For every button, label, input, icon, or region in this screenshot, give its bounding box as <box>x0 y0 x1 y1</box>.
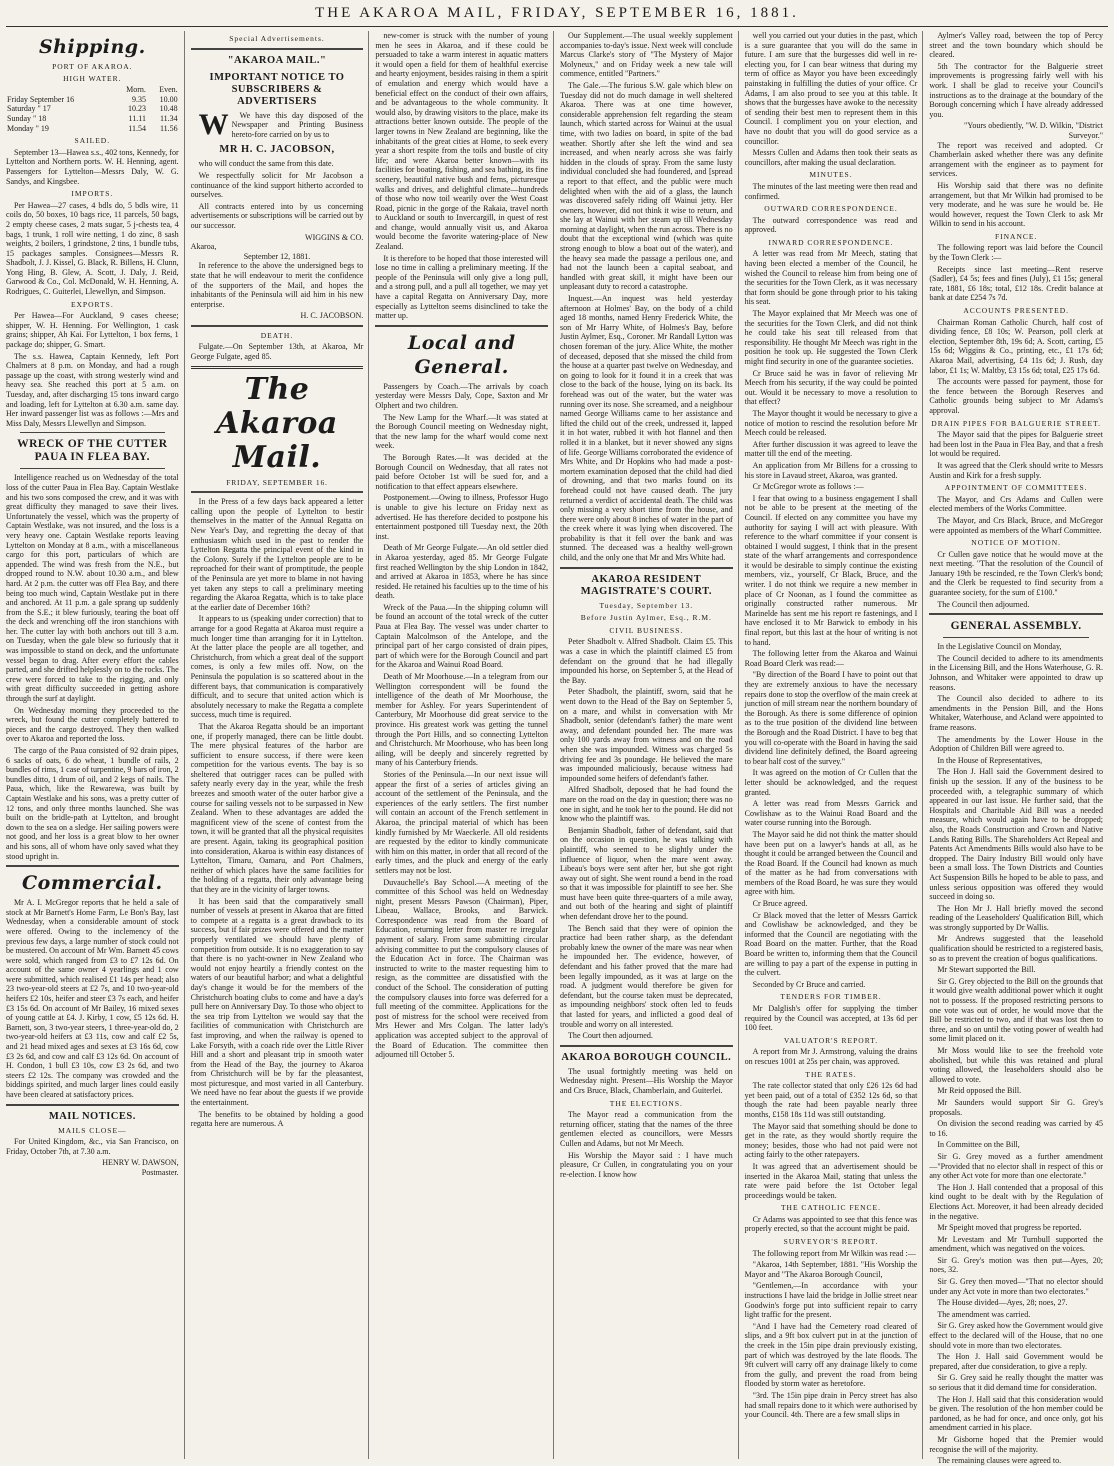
imports-text: Per Hawea—27 cases, 4 bdls do, 5 bdls wire, 11 coils do, 50 boxes, 10 bags rice, 11 parcels, 50 bags, 2 empty cheese cases, 2 mats sugar, 5 j-chests tea, 4 bags, 1 trunk, 1 roll wire netting, 1 do zinc, 8 sash weights, 2 boilers, 1 grindstone, 2 tins, 1 bundle tubs, 15 packages samples. Consignees—Messrs R. Shadbolt, J. J. Kissel, G. Black, R. Billens, H. Clunn, Yong Hing, B. Glew, A. Scott, J. Daly, J. Reid, Garwood & Co., Col. McDonald, W. H. Henning, A. Rodrigues, C. Guiterlei, Llewellyn, and Simpson. <box>6 200 179 297</box>
notice-motion-heading: NOTICE OF MOTION. <box>971 538 1062 548</box>
court-paragraph: The Bench said that they were of opinion the practice had been rather sharp, as the defendant probably knew the owner of the mare was near when he impounded her. The evidence, however, of defendant and his father proved that the mare had been legally impounded, as it was at large on the road. A judgment would therefore be given for defendant, but the course taken must be deprecated, as impounding neighbors' stock often led to feuds that lasted for years, and inflicted a good deal of trouble and worry on all interested. <box>560 923 733 1029</box>
divider <box>929 613 1103 615</box>
council-paragraph: "Gentlemen,—In accordance with your instructions I have laid the bridge in Jollie street near Goodwin's forge put into sufficient repair to carry light traffic for the present. <box>744 1281 918 1320</box>
council-paragraph: Aylmer's Valley road, between the top of Percy street and the town boundary which should be cleared. <box>929 31 1103 60</box>
ad-title: "AKAROA MAIL." <box>227 54 327 66</box>
column-3 <box>375 31 554 1459</box>
mail-notices-heading: MAIL NOTICES. <box>48 1110 136 1122</box>
wreck-paragraph: Intelligence reached us on Wednesday of the total loss of the cutter Paua in Flea Bay. Captain Westlake and his two sons composed the crew, and it was with great difficulty they managed to save their lives. Unfortunately the vessel, which was the property of Captain Westlake, was not insured, and the loss is a very heavy one. Captain Westlake reports leaving Lyttelton on Monday at 8 a.m., with a miscellaneous cargo for this port, particulars of which are appended. The wind was fresh from the N.E., but dropped round to N.W. about 10.30 a.m., and blew hard. At 2 p.m. the cutter was off Flea Bay, and there being too much wind, Captain Westlake put in there and anchored. At 11 p.m. a gale sprang up suddenly from the S.E.; it blew furiously, tearing the boat off the deck and wrenching off the iron stanchions with her. The cutter lay with both anchors out till 3 a.m. on Tuesday, when the gale blew so furiously that it was impossible to stand on deck, and the unfortunate vessel began to drag. After every effort the cables parted, and she drifted helplessly on to the rocks. The crew were forced to take to the rigging, and only with great difficulty succeeded in getting ashore through the surf at daylight. <box>6 473 179 704</box>
tide-header: Morn. Even. <box>126 85 178 95</box>
council-paragraph: It was agreed on the motion of Cr Cullen that the letter should be acknowledged, and the request granted. <box>744 768 918 797</box>
editorial-paragraph: It is therefore to be hoped that those interested will lose no time in calling a preliminary meeting. If the people of the Peninsula will only give a long pull, and a strong pull, and a pull all together, we may yet have a capital Regatta on Anniversary Day, more especially as Lyttelton seems disinclined to take the matter up. <box>375 253 548 321</box>
assembly-paragraph: Sir G. Grey then moved—"That no elector should under any Act vote in more than two electorates." <box>929 1277 1103 1296</box>
council-paragraph: The Mayor said that something should be done to get in the rate, as they would shortly require the money; besides, those who had not paid were not acting fairly to the other ratepayers. <box>744 1121 918 1160</box>
column-6 <box>929 31 1108 1466</box>
council-paragraph: A letter was read from Messrs Garrick and Cowlishaw as to the Wainui Road Board and the water course running into the Borough. <box>744 799 918 828</box>
council-paragraph: "Akaroa, 14th September, 1881. "His Worship the Mayor and "The Akaroa Borough Council, <box>744 1260 918 1279</box>
signature: H. C. JACOBSON. <box>300 311 364 321</box>
drain-pipes-heading: DRAIN PIPES FOR BALGUERIE STREET. <box>931 418 1102 428</box>
assembly-paragraph: The Council also decided to adhere to its amendments in the Pension Bill, and the Hons Whitaker, Waterhouse, and Acland were appointed to frame reasons. <box>929 694 1103 732</box>
council-paragraph: The Mayor, and Crs Adams and Cullen were elected members of the Works Committee. <box>929 494 1103 514</box>
divider <box>560 1045 733 1047</box>
divider <box>6 1104 179 1106</box>
exports-text: Per Hawea—For Auckland, 9 cases cheese; shipper, W. H. Henning. For Wellington, 1 cask grains; shipper, Ah Kai. For Lyttelton, 1 box ferns, 1 package do; shipper, G. Smart. <box>6 311 179 350</box>
editorial-paragraph: new-comer is struck with the number of young men he sees in Akaroa, and if these could be persuaded to take a warm interest in aquatic matters it would open a field for them of healthful exercise and hearty enjoyment, besides raising in them a spirit of emulation and energy which would have a beneficial effect on the conduct of their own affairs, and be advantageous to the whole community. It would also, by drawing visitors to the place, make its attractions better known outside. The people of the larger towns in New Zealand are beginning, like the inhabitants of the great cities at Home, to seek every year a short respite from the toils and bustle of city life; and were Akaroa better known—with its facilities for boating, fishing, and sea bathing, its fine scenery, beautiful native bush and ferns, picturesque walks and drives, and delightful climate—hundreds of those who now toil wearily over the West Coast Road, picnic in the gorge of the Rakaia, travel north to Auckland or south to Invercargill, in quest of rest and change, would annually visit us, and Akaroa would become the favorite watering-place of New Zealand. <box>375 31 548 252</box>
exports-heading: EXPORTS. <box>70 299 114 309</box>
council-paragraph: The Mayor thought it would be necessary to give a notice of motion to rescind the resolution before Mr Meech could be released. <box>744 408 918 438</box>
council-paragraph: It was agreed that the Clerk should write to Messrs Austin and Kirk for a fresh supply. <box>929 460 1103 480</box>
news-item: Postponement.—Owing to illness, Professor Hugo is unable to give his lecture on Friday next as advertised. He has therefore decided to postpone his entertainment postponed till Tuesday next, the 20th inst. <box>375 493 548 541</box>
council-paragraph: Cr McGregor wrote as follows :— <box>752 482 864 492</box>
paper-title: The Akaroa Mail. <box>216 371 338 475</box>
court-paragraph: The Court then adjourned. <box>568 1031 653 1041</box>
assembly-paragraph: Mr Moss would like to see the freehold vote abolished, but while this was retained and plural voting allowed, the leaseholders should also be allowed to vote. <box>929 1046 1103 1084</box>
council-paragraph: Messrs Cullen and Adams then took their seats as councillors, after making the usual declaration. <box>744 148 918 167</box>
court-paragraph: Alfred Shadbolt, deposed that he had found the mare on the road on the day in question; there was no one in sight, and he took her to the pound. He did not know who the plaintiff was. <box>560 785 733 824</box>
council-paragraph: Receipts since last meeting—Rent reserve (Sadler), £4 5s; fees and fines (July), £1 15s; general rate, 1881, £6 18s; total, £12 18s. Credit balance at bank at date £254 7s 7d. <box>929 264 1103 303</box>
commercial-heading: Commercial. <box>22 872 163 895</box>
tide-row: Saturday " 17 10.23 10.48 <box>7 104 178 114</box>
place: Akaroa, <box>190 242 217 252</box>
council-paragraph: The Mayor read a communication from the returning officer, stating that the names of the three gentlemen elected as councillors, were Messrs Cullen and Adams, but not Mr Meech. <box>560 1110 733 1148</box>
council-paragraph: His Worship the Mayor said : I have much pleasure, Cr Cullen, in congratulating you on your re-election. I know how <box>560 1150 733 1179</box>
news-item: Death of Mr Moorhouse.—In a telegram from our Wellington correspondent will be found the intelligence of the death of Mr Moorhouse, the member for Ashley. For years Superintendent of Canterbury, Mr Moorhouse did great service to the province. His greatest work was getting the tunnel through the Port Hills, and so connecting Lyttelton and Christchurch. Mr Moorhouse, who has been long ailing, will be deeply and sincerely regretted by many of his Canterbury friends. <box>375 672 548 768</box>
council-paragraph: "And I have had the Cemetery road cleared of slips, and a 9ft box culvert put in at the junction of the creek in the 15in pipe drain previously existing, part of which was destroyed by the late floods. The 9ft culvert will carry off any drainage likely to come from the gully, and prevent the road from being flooded by storm water as heretofore. <box>744 1321 918 1389</box>
postmaster-title: Postmaster. <box>141 1167 179 1177</box>
news-item: The Borough Rates.—It was decided at the Borough Council on Wednesday, that all rates not paid before October 1st will be sued for, and a notification to that effect appears elsewhere. <box>375 452 548 491</box>
tide-row: Sunday " 18 11.11 11.34 <box>7 113 178 123</box>
council-paragraph: The usual fortnightly meeting was held on Wednesday night. Present—His Worship the Mayor and Crs Bruce, Black, Chamberlain, and Guiterlei. <box>560 1066 733 1095</box>
shipping-heading: Shipping. <box>38 36 146 58</box>
news-item: The New Lamp for the Wharf.—It was stated at the Borough Council meeting on Wednesday night, that the new lamp for the wharf would come next week. <box>375 412 548 451</box>
news-item: Our Supplement.—The usual weekly supplement accompanies to-day's issue. Next week will conclude Marcus Clarke's story of "The Mystery of Major Molyneux," and on Friday week a new tale will commence, entitled "Partners." <box>560 31 733 79</box>
assembly-paragraph: In the House of Representatives, <box>937 755 1043 765</box>
wreck-heading: WRECK OF THE CUTTER PAUA IN FLEA BAY. <box>17 438 168 464</box>
assembly-paragraph: The Council decided to adhere to its amendments in the Licensing Bill, and the Hons Waterhouse, G. R. Johnson, and Whitaker were appointed to draw up reasons. <box>929 653 1103 692</box>
sailed-heading: SAILED. <box>74 136 111 146</box>
editorial-paragraph: It has been said that the comparatively small number of vessels at present in Akaroa that are fitted to compete at a regatta is a great drawback to its success, but if fair prizes were offered and the matter properly ventilated we should have plenty of competition from outside. It is no exaggeration to say that there is no yacht-owner in New Zealand who would not enjoy heartily a friendly contest on the waters of our beautiful harbor; and what a delightful day's change it would be for the members of the Christchurch boating clubs to come and have a day's pull here on Anniversary Day. To those who object to the sea trip from Lyttelton we would say that the facilities of communication with Christchurch are fast improving, and when the railway is opened to Lake Forsyth, with a coach ride over the Little River Hill and a short and pleasant trip in smooth water from the Head of the Bay, the journey to Akaroa from Christchurch will be by far the pleasantest, most picturesque, and most varied in all Canterbury. We need have no fear about the guests if we provide the entertainment. <box>190 896 364 1108</box>
death-heading: DEATH. <box>260 330 294 340</box>
court-date: Tuesday, September 13. <box>599 600 694 610</box>
court-paragraph: Peter Shadbolt, the plaintiff, sworn, said that he went down to the Head of the Bay on September 5, on a mare, and whilst in conversation with Mr Shadbolt, senior (defendant's father) the mare went away, and defendant pounded her. The mare was only 100 yards away from witness and on the road when she was impounded. Witness was charged 5s driving fee and 3s poundage. He believed the mare was impounded maliciously, because witness had impounded some heifers of defendant's father. <box>560 687 733 783</box>
assembly-paragraph: The Hon Mr J. Hall briefly moved the second reading of the Leaseholders' Qualification Bill, which was strongly supported by Dr Wallis. <box>929 903 1103 932</box>
council-paragraph: His Worship said that there was no definite arrangement, but that Mr Wilkin had promised to be very moderate, and he was sure he would be. He would however, request the Town Clerk to ask Mr Wilkin to send in his account. <box>929 180 1103 229</box>
assembly-paragraph: The amendments by the Lower House in the Adoption of Children Bill were agreed to. <box>929 734 1103 754</box>
divider <box>191 48 364 50</box>
divider <box>6 865 179 867</box>
assembly-paragraph: The Hon J. Hall said the Government desired to finish up the session. If any of the business to be proceeded with, a telegraphic summary of which appeared in our last issue. He further said, that the Hospitals and Charitable Aid Bill was a needed measure, which would again have to be dropped; also, the Roads Construction and Crown and Native Lands Rating Bills. The Shareholders Act Repeal and Patents Act Amendments Bills would also have to be dropped. The Dairy Industry Bill would only have been a small loss. The Town Districts and Counties Act Suspension Bills he hoped to be able to pass, and unless serious opposition was offered they would succeed in doing so. <box>929 767 1103 902</box>
council-paragraph: "3rd. The 15in pipe drain in Percy street has also had small repairs done to it which were authorised by your Council. 4th. There are a few small slips in <box>744 1390 918 1420</box>
notice-text: In reference to the above the undersigned begs to state that he will endeavour to merit the confidence of the supporters of the Mail, and hopes the inhabitants of the Peninsula will aid him in his new enterprise. <box>190 261 364 309</box>
council-paragraph: The minutes of the last meeting were then read and confirmed. <box>744 181 918 201</box>
council-paragraph: It was agreed that an advertisement should be inserted in the Akaroa Mail, stating that unless the rate were paid before the 1st October legal proceedings would be taken. <box>744 1161 918 1200</box>
news-item: The Gale.—The furious S.W. gale which blew on Tuesday did not do much damage in well sheltered Akaroa. There was at one time however, considerable apprehension felt regarding the steam launch, which started across for Wainui at the usual time, with two ladies on board, in spite of the bad weather. Shortly after she left the wind and sea increased, and when nearly across she was fairly hidden in the clouds of spray. From the same lusty individual concluded she had foundered, and [spread a report to that effect, and the public were much delighted when with the aid of a glass, the launch was discovered safely riding off Wainui jetty. Her owners, however, did not think it wise to return, and she lay at Wainui with her steam up till Wednesday morning at daylight, when the run across. There is no doubt that the exceptional wind (which was quite strong enough to blow a boat out of the water), and the heavy sea made the passage a perilous one, and had not the launch been a capital seaboat, and handled with great skill, it might have been our unpleasant duty to record a catastrophe. <box>560 80 733 292</box>
divider <box>375 325 548 327</box>
dropcap: W <box>198 107 229 141</box>
column-5 <box>745 31 924 1459</box>
council-paragraph: Cr Adams was appointed to see that this fence was properly erected, so that the account might be paid. <box>744 1214 918 1234</box>
council-paragraph: "By direction of the Board I have to point out that they are extremely anxious to have the necessary repairs done to stop the overflow of the main creek at junction of mill stream near the northern boundary of the Borough. As there is some difference of opinion as to the true position of the dividend line between the Borough and the Road District. I have to beg that you will co-operate with the Board in having the said dividend line definitely defined, the Board agreeing to bear half cost of the survey." <box>744 670 918 766</box>
news-item: Death of Mr George Fulgate.—An old settler died in Akaroa yesterday, aged 85. Mr George Fulgate first reached Wellington by the ship London in 1842, and arrived at Akaroa in 1853, where he has since resided. He retained his faculties up to the time of his death. <box>375 543 548 601</box>
wreck-paragraph: The cargo of the Paua consisted of 92 drain pipes, 6 sacks of oats, 6 do wheat, 1 bundle of rails, 2 bundles of rims, 1 case of turpentine, 9 bars of iron, 2 bundles ditto, 1 drum of oil, and 2 kegs of nails. The Paua, which, like the Rewarewa, was built by Captain Westlake and his sons, was a pretty cutter of 12 tons, and only three months launched. She was built on the bridle-path at Lyttelton, and brought down to the sea on a sledge. Her sailing powers were not good, and her loss is a great blow to her owner and his sons, all of whom have only saved what they stood upright in. <box>6 746 179 861</box>
council-paragraph: An application from Mr Billens for a crossing to his store in Lavaud street, Akaroa, was granted. <box>744 460 918 480</box>
rates-heading: THE RATES. <box>805 1069 857 1079</box>
paper-date: FRIDAY, SEPTEMBER 16. <box>226 477 328 487</box>
assembly-paragraph: The remaining clauses were agreed to. <box>937 1456 1062 1466</box>
council-paragraph: The following letter from the Akaroa and Wainui Road Board Clerk was read:— <box>744 649 918 668</box>
commercial-text: Mr A. I. McGregor reports that he held a sale of stock at Mr Barnett's Home Farm, Le Bon's Bay, last Wednesday, when a considerable amount of stock were offered. Owing to the inclemency of the previous few days, a large number of stock could not be mustered. On account of Mr Wm. Barnett 45 cows were sold, which ranged from £3 to £7 12s 6d. On account of the same owner 4 yearlings and 1 cow were submitted, which realised £1 14s per head; also 23 two-year-old steers at £2 7s, and 10 two-year-old heifers £2 10s, heifer and steer £3 7s each, and heifer £3 15s 6d. On account of Mr Bailey, 16 mixed sexes of young cattle at £4. J. Kirby, 1 cow, £5 12s 6d. H. Barnett, son, 3 two-year steers, 1 three-year-old do, 2 two-year-old heifers at £3 11s, cow and calf £2 5s, and 21 head mixed ages and sexes at £3 16s 6d, cow £3 2s 6d, and cow and calf £3 12s 6d. On account of H. Condon, 1 bull £3 10s, cow £3 2s 6d, and two steers £2 12s. The company was crowded and the biddings spirited, and much larger lines could easily have been cleared at satisfactory prices. <box>6 898 179 1099</box>
council-paragraph: The Mayor said he did not think the matter should have been put on a lawyer's hands at all, as he thought it could be arranged between the Council and the Road Board. If the Council had known as much of the matter as he had from conversations with members of the Road Board, he was sure they would agree with him. <box>744 829 918 897</box>
divider <box>560 567 733 569</box>
council-paragraph: Cr Bruce agreed. <box>752 899 808 909</box>
council-paragraph: The accounts were passed for payment, those for the fence between the Borough Reserves and Catholic grounds being subject to Mr Adams's approval. <box>929 377 1103 415</box>
assembly-paragraph: In the Legislative Council on Monday, <box>937 642 1062 652</box>
assembly-paragraph: Mr Levestam and Mr Turnbull supported the amendment, which was negatived on the voices. <box>929 1234 1103 1254</box>
assembly-paragraph: The amendment was carried. <box>937 1309 1031 1319</box>
notice-text: We respectfully solicit for Mr Jacobson a continuance of the kind support hitherto accorded to ourselves. <box>190 170 364 200</box>
council-paragraph: A report from Mr J. Armstrong, valuing the drains on rescues 1001 at 25s per chain, was approved. <box>744 1047 918 1066</box>
council-paragraph: well you carried out your duties in the past, which is a sure guarantee that you will do the same in future. I am sure that the burgesses did well in re-electing you, for I can bear witness that during my term of office as Mayor you have been exceedingly painstaking in fulfilling the duties of your office. Cr Adams, I am also proud to see you at this table. It shows that the burgesses have awoke to the necessity of sending their best men to represent them in this Council. I compliment you on your election, and have no doubt that you will do good service as a councillor. <box>744 31 918 146</box>
editorial-paragraph: That the Akaroa Regatta should be an important one, if properly managed, there can be little doubt. The mere physical features of the harbor are sufficient to ensure success, if there were keen competition for the various events. The bay is so sheltered that outrigger races can be pulled with safety nearly every day in the year, while the fresh breezes and smooth water of the outer harbor give a course for sailing vessels not to be surpassed in New Zealand. When to these advantages are added the magnificent view of the scene of contest from the town, it will be granted that all the physical requisites are present. Again, taking its geographical position into consideration, Akaroa is within easy distances of Lyttelton, Timaru, Oamaru, and Port Chalmers, neither of which places have the same facilities for the holding of a regatta, their only advantage being that they are in the vicinity of larger towns. <box>190 721 364 894</box>
assembly-paragraph: The Hon J. Hall said Government would be prepared, after due consideration, to give a reply. <box>929 1352 1103 1371</box>
divider <box>191 366 364 369</box>
column-4 <box>560 31 739 1459</box>
signature: WIGGINS & CO. <box>304 232 364 242</box>
sailed-text: September 13—Hawea s.s., 402 tons, Kennedy, for Lyttelton and Northern ports. W. H. Henning, agent. Passengers for Lyttelton—Messrs Daly, W. G. Sandys, and Kingsbee. <box>6 147 179 186</box>
surveyor-signature: "Yours obediently, "W. D. Wilkin, "District Surveyor." <box>964 121 1103 140</box>
imports-heading: IMPORTS. <box>71 189 114 199</box>
notice-text: W We have this day disposed of the Newspaper and Printing Business hereto-fore carried on by us to <box>191 111 364 140</box>
date: September 12, 1881. <box>243 251 311 261</box>
catholic-fence-heading: THE CATHOLIC FENCE. <box>780 1203 882 1213</box>
court-paragraph: Peter Shadbolt v. Alfred Shadbolt. Claim £5. This was a case in which the plaintiff claimed £5 from defendant on the ground that he had illegally impounded his horse, on September 5, at the Head of the Bay. <box>560 637 733 685</box>
assembly-paragraph: Mr Speight moved that progress be reported. <box>937 1223 1082 1233</box>
council-paragraph: The Mayor, and Crs Black, Bruce, and McGregor were appointed as members of the Wharf Committee. <box>929 515 1103 535</box>
accounts-heading: ACCOUNTS PRESENTED. <box>963 306 1069 316</box>
council-paragraph: Seconded by Cr Bruce and carried. <box>752 979 866 989</box>
divider <box>943 637 1089 638</box>
assembly-paragraph: Mr Reid opposed the Bill. <box>937 1086 1022 1096</box>
tide-row: Monday " 19 11.54 11.56 <box>7 123 178 133</box>
wreck-paragraph: On Wednesday morning they proceeded to the wreck, but found the cutter completely battered to pieces and the cargo destroyed. They then walked over to Akaroa and reported the loss. <box>6 705 179 744</box>
court-heading: AKAROA RESIDENT MAGISTRATE'S COURT. <box>580 573 712 597</box>
death-notice: Fulgate.—On September 13th, at Akaroa, Mr George Fulgate, aged 85. <box>190 342 364 362</box>
buyer-name: MR H. C. JACOBSON, <box>219 144 335 156</box>
editorial-paragraph: The benefits to be obtained by holding a good regatta here are numerous. A <box>190 1109 364 1129</box>
inward-heading: INWARD CORRESPONDENCE. <box>768 237 894 247</box>
assembly-heading: GENERAL ASSEMBLY. <box>950 620 1082 633</box>
assembly-paragraph: Mr Andrews suggested that the leasehold qualification should be restricted to a registered basis, so as to prevent the creation of bogus qualifications. <box>929 934 1103 963</box>
assembly-paragraph: Mr Stewart supported the Bill. <box>937 965 1036 975</box>
divider <box>191 325 364 327</box>
council-paragraph: A letter was read from Mr Meech, stating that having been elected a member of the Council, he wished the Council to release him from being one of the securities for the Town Clerk, as it was necessary that form should be gone through prior to his taking his seat. <box>744 249 918 307</box>
notice-text: All contracts entered into by us concerning advertisements or subscriptions will be carried out by our successor. <box>190 201 364 230</box>
tide-table <box>6 85 179 133</box>
council-paragraph: I fear that owing to a business engagement I shall not be able to be present at the meeting of the Council. If elected on any committee you have my authority for saying I will act with pleasure. With reference to the wharf committee if your consent is obtained I would suggest, I think that in the present state of the wharf arrangements and correspondence it would be desirable to simply continue the existing members, viz., yourself, Cr Black, Bruce, and the writer. I do not think we require a new member in place of Cr Noonan, as I found the committee as originally constructed rather numerous. Mr Marinelde has sent me his report re fastenings, and I have enclosed it to Mr Barwick to embody in his final report, but this last at the hour of writing is not to hand. <box>744 493 918 647</box>
tenders-heading: TENDERS FOR TIMBER. <box>780 992 882 1002</box>
court-before: Before Justin Aylmer, Esq., R.M. <box>580 613 712 623</box>
valuator-heading: VALUATOR'S REPORT. <box>783 1035 879 1045</box>
assembly-paragraph: Mr Gisborne hoped that the Premier would recognise the will of the majority. <box>929 1434 1103 1454</box>
local-general-heading: Local and General. <box>407 331 516 378</box>
port-heading: PORT OF AKAROA. <box>52 62 133 71</box>
hawea-paragraph: The s.s. Hawea, Captain Kennedy, left Port Chalmers at 8 p.m. on Monday, and had a rough passage up the coast, with strong westerly wind and heavy sea. She reached this port at 5 a.m. on Tuesday, and, after discharging 15 tons inward cargo and loading, left for Lyttelton at 6.30 a.m. same day. Her inward passenger list was as follows :—Mrs and Miss Daly, Messrs Llewellyn and Simpson. <box>6 351 179 428</box>
column-2 <box>191 31 370 1459</box>
council-paragraph: The following report was laid before the Council by the Town Clerk :— <box>929 243 1103 263</box>
high-water-heading: HIGH WATER. <box>63 73 122 83</box>
council-heading: AKAROA BOROUGH COUNCIL. <box>561 1051 732 1063</box>
court-paragraph: Benjamin Shadbolt, father of defendant, said that on the occasion in question, he was talking with plaintiff, who seemed to be slightly under the influence of liquor, when the mare went away. Libeau's boys were sent after her, but she got right away out of sight. She went round a bend in the road so that it was impossible for plaintiff to see her. She must have been quite three-quarters of a mile away, and out both of the hearing and sight of plaintiff when defendant drove her to the pound. <box>560 825 733 922</box>
news-item: Passengers by Coach.—The arrivals by coach yesterday were Messrs Daly, Cope, Saxton and Mr Olphert and two children. <box>375 381 548 410</box>
council-paragraph: After further discussion it was agreed to leave the matter till the end of the meeting. <box>744 439 918 459</box>
council-paragraph: Cr Bruce said he was in favor of relieving Mr Meech from his security, if the way could be pointed out. Would it be necessary to move a resolution to that effect? <box>744 368 918 407</box>
council-paragraph: The rate collector stated that only £26 12s 6d had yet been paid, out of a total of £352 12s 6d, so that though the rate had been payable nearly three months, £158 18s 11d was still outstanding. <box>744 1081 918 1119</box>
tide-row: Friday September 16 9.35 10.00 <box>7 94 178 104</box>
news-item: Duvauchelle's Bay School.—A meeting of the committee of this School was held on Wednesday night, present Messrs Pawson (Chairman), Piper, Libeau, Wallace, Brooks, and Barwick. Correspondence was read from the Board of Education, returning letter from master re irregular payment of salary. From same submitting circular advising committee to put the compulsory clauses of the Education Act in force. The Chairman was instructed to write to the master requesting him to resign, as the committee are dissatisfied with the conduct of the School. The consideration of putting the compulsory clauses into force was deferred for a full meeting of the committee. Applications for the post of mistress for the school were received from Mrs Hewer and Mrs Colgan. The latter lady's application was accepted subject to the approval of the Board of Education. The committee then adjourned till October 5. <box>375 877 548 1060</box>
mails-close-heading: MAILS CLOSE— <box>58 1125 127 1135</box>
columns <box>6 31 1108 1466</box>
editorial-paragraph: In the Press of a few days back appeared a letter calling upon the people of Lyttelton to bestir themselves in the matter of the Annual Regatta on New Year's Day, and regretting the decay of that enthusiasm which used in the past to render the Lyttelton Regatta the principal event of the kind in the Colony. Surely if the Lyttelton people are to be reproached for their want of promptitude, the people of the Peninsula are yet more to blame in not having yet taken any steps to call a preliminary meeting regarding the Akaroa Regatta, which is to take place at the earlier date of December 16th? <box>190 497 364 612</box>
masthead: THE AKAROA MAIL, FRIDAY, SEPTEMBER 16, 1881. <box>6 0 1108 27</box>
assembly-paragraph: Sir G. Grey asked how the Government would give effect to the declared will of the House, that no one should vote in more than two electorates. <box>929 1321 1103 1350</box>
assembly-paragraph: Mr Saunders would support Sir G. Grey's proposals. <box>929 1097 1103 1117</box>
civil-heading: CIVIL BUSINESS. <box>609 625 684 635</box>
column-1 <box>6 31 185 1459</box>
council-paragraph: The Mayor said that the pipes for Balguerie street had been lost in the Paua in Flea Bay, and that a fresh lot would be required. <box>929 430 1103 459</box>
special-ads-heading: Special Advertisements. <box>229 34 325 43</box>
council-paragraph: Mr Dalglish's offer for supplying the timber required by the Council was accepted, at 13s 6d per 100 feet. <box>744 1004 918 1033</box>
council-paragraph: Cr Black moved that the letter of Messrs Garrick and Cowlishaw be acknowledged, and they be informed that the Council are negotiating with the Road Board on the matter. Further, that the Road Board be written to, informing them that the Council are willing to pay a part of the expense in putting in the culvert. <box>744 910 918 978</box>
divider <box>191 491 364 493</box>
assembly-paragraph: The Hon J. Hall contended that a proposal of this kind ought to be dealt with by the Regulation of Elections Act. Moreover, it had been already decided in the negative. <box>929 1182 1103 1221</box>
committees-heading: APPOINTMENT OF COMMITTEES. <box>944 483 1088 493</box>
assembly-paragraph: On division the second reading was carried by 45 to 16. <box>929 1119 1103 1138</box>
assembly-paragraph: Sir G. Grey objected to the Bill on the grounds that it would give wealth additional power which it ought not to possess. If the proposed restricting persons to one vote was out of order, he would move that the Bill be restricted to two, and if that was lost then to three, and so on until the voting power of wealth had some limit placed on it. <box>929 976 1103 1044</box>
assembly-paragraph: In Committee on the Bill, <box>937 1140 1020 1150</box>
council-paragraph: The following report from Mr Wilkin was read :— <box>752 1248 916 1258</box>
news-item: Stories of the Peninsula.—In our next issue will appear the first of a series of articles giving an account of the settlement of the Peninsula, and the experiences of the early settlers. The first number will contain an account of the French settlement in Akaroa, the principal material of which has been kindly furnished by Mr Waeckerle. All old residents are requested by the editor to kindly communicate with him on this matter, in order that all record of the early times, and the pluck and energy of the early settlers may not be lost. <box>375 769 548 875</box>
outward-heading: OUTWARD CORRESPONDENCE. <box>764 204 898 214</box>
assembly-paragraph: Sir G. Grey moved as a further amendment—"Provided that no elector shall in respect of this or any other Act vote for more than one electorate." <box>929 1151 1103 1181</box>
assembly-paragraph: The House divided—Ayes, 28; noes, 27. <box>937 1298 1068 1308</box>
mail-text: For United Kingdom, &c., via San Francisco, on Friday, October 7th, at 7.30 a.m. <box>6 1137 179 1156</box>
editorial-paragraph: It appears to us (speaking under correction) that to arrange for a good Regatta at Akaroa must require a much longer time than arranging for it in Lyttelton. At the latter place the people are all together, and Christchurch, from which a great deal of the support comes, is only a few miles off. Now, on the Peninsula the population is so scattered about in the different bays, that communication is comparatively difficult, and to secure that united action which is absolutely necessary to make the Regatta a complete success, much time is required. <box>190 614 364 720</box>
council-paragraph: The Council then adjourned. <box>937 599 1030 609</box>
notice-text: who will conduct the same from this date. <box>198 159 334 169</box>
assembly-paragraph: Sir G. Grey said he really thought the matter was so serious that it did demand time for consideration. <box>929 1373 1103 1392</box>
divider <box>20 468 165 469</box>
elections-heading: THE ELECTIONS. <box>609 1098 683 1108</box>
surveyor-heading: SURVEYOR'S REPORT. <box>783 1237 879 1247</box>
notice-heading: IMPORTANT NOTICE TO SUBSCRIBERS & ADVERTISERS <box>209 71 345 107</box>
assembly-paragraph: The Hon J. Hall said that this consideration would be given. The resolution of the hon member could be pardoned, as he had for once, and once only, got his amendment carried in his place. <box>929 1394 1103 1433</box>
minutes-heading: MINUTES. <box>809 170 853 180</box>
council-paragraph: 5th The contractor for the Balguerie street improvements is progressing fairly well with his work. I shall be glad to receive your Council's instructions as to the drainage at the boundary of the Borough concerning which I have already addressed you. <box>929 61 1103 119</box>
council-paragraph: Cr Cullen gave notice that he would move at the next meeting. "That the resolution of the Council of January 19th be rescinded, re the Town Clerk's bond; and the Clerk be requested to find security from a guarantee society, for the sum of £100." <box>929 549 1103 598</box>
council-paragraph: Chairman Roman Catholic Church, half cost of dividing fence, £8 10s; W. Pearson, poll clerk at election, September 8th, 19s 6d; A. Scott, carting, £5 15s 6d; Wiggins & Co., printing, etc., £1 17s 6d; Akaroa Mail, advertising, £4 11s 6d; J. Rush, day labor, £1 1s; W. Maltby, £3 15s 6d; total, £25 17s 6d. <box>929 317 1103 375</box>
news-item: Wreck of the Paua.—In the shipping column will be found an account of the total wreck of the cutter Paua at Flea Bay. The vessel was under charter to Captain Malcolmson of the Antelope, and the principal part of her cargo consisted of drain pipes, part of which were for the Borough Council and part for the Akaroa and Wainui Road Board. <box>375 602 548 670</box>
finance-heading: FINANCE. <box>994 231 1038 241</box>
news-item: Inquest.—An inquest was held yesterday afternoon at Holmes' Bay, on the body of a child aged 18 months, named Henry Frederick White, the son of Mr Harry White, of Holmes's Bay, before Justin Aylmer, Esq., Coroner. Mr Randall Lytton was chosen foreman of the jury. Alice White, the mother of deceased, deposed that she missed the child from the house at a quarter past twelve on Wednesday, and on going to look for it found it in a creek that was close to the back of the house, lying on its back. Its forehead was out of the water, but the water was running over its nose. She screamed, and a neighbour named George Williams came to her assistance and lifted the child out of the creek, undressed it, lapped it in hot water, rubbed it with hot flannel and then rolled it in a blanket, but it never showed any signs of life. George Williams corroborated the evidence of Mrs White, and Dr Hopkins who had made a post-mortem examination deposed that the child had died of drowning, and that two marks found on its forehead could not have caused death. The jury returned a verdict of accidental death. The child was only missing a very short time from the house, and there were only about 8 inches of water in the part of the creek where it was lying when discovered. The probability is that it fell over the bank and was stunned. The deceased was a healthy well-grown child, and the only one that Mr and Mrs White had. <box>560 294 733 563</box>
council-paragraph: The outward correspondence was read and approved. <box>744 215 918 235</box>
assembly-paragraph: Sir G. Grey's motion was then put—Ayes, 20; noes, 32. <box>929 1255 1103 1275</box>
council-paragraph: The Mayor explained that Mr Meech was one of the securities for the Town Clerk, and did not think he could take his seat till released from that responsibility. He thought Mr Meech was right in the position he took up. He suggested the Town Clerk might find security in one of the guarantee societies. <box>744 309 918 366</box>
postmaster-name: HENRY W. DAWSON, <box>102 1158 179 1168</box>
council-paragraph: The report was received and adopted. Cr Chamberlain asked whether there was any definite arrangement with the engineer as to payment for services. <box>929 140 1103 179</box>
divider <box>20 432 165 433</box>
